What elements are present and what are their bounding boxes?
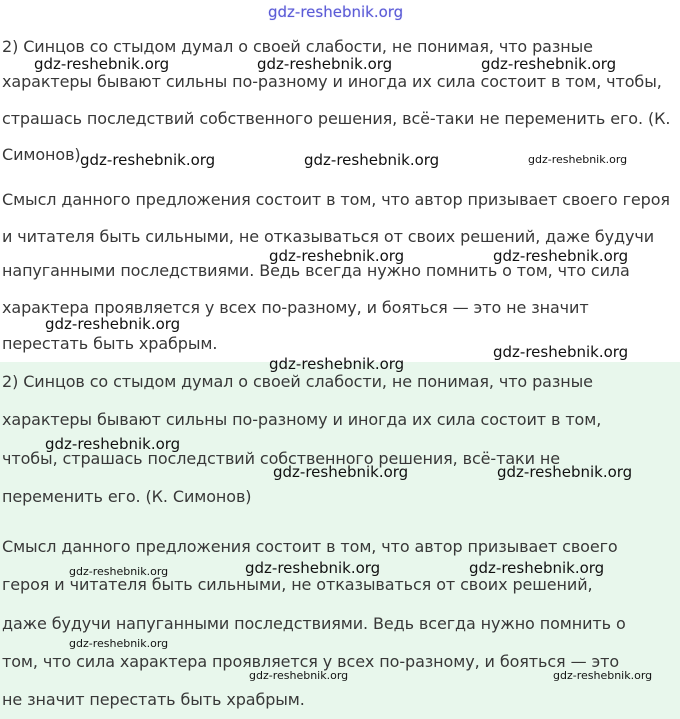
highlighted-paragraph-line: не значит перестать быть храбрым. <box>2 690 305 709</box>
highlighted-paragraph-line: том, что сила характера проявляется у всех по-разному, и бояться — это <box>2 652 620 671</box>
highlighted-paragraph-line: переменить его. (К. Симонов) <box>2 487 252 506</box>
watermark: gdz-reshebnik.org <box>469 559 605 577</box>
watermark: gdz-reshebnik.org <box>34 55 170 73</box>
watermark: gdz-reshebnik.org <box>493 343 629 361</box>
watermark: gdz-reshebnik.org <box>493 247 629 265</box>
watermark: gdz-reshebnik.org <box>269 247 405 265</box>
highlighted-paragraph-line: характеры бывают сильны по-разному и иногда их сила состоит в том, <box>2 410 602 429</box>
paragraph-line: и читателя быть сильными, не отказываться от своих решений, даже будучи <box>2 227 654 246</box>
paragraph-line: характеры бывают сильны по-разному и иногда их сила состоит в том, чтобы, <box>2 72 662 91</box>
watermark: gdz-reshebnik.org <box>45 435 181 453</box>
paragraph-line: страшась последствий собственного решения, всё-таки не переменить его. (К. <box>2 109 671 128</box>
paragraph-line: Смысл данного предложения состоит в том, что автор призывает своего героя <box>2 190 670 209</box>
highlighted-paragraph-line: чтобы, страшась последствий собственного решения, всё-таки не <box>2 449 560 468</box>
paragraph-line: Симонов) <box>2 145 81 164</box>
header-watermark: gdz-reshebnik.org <box>268 3 404 21</box>
watermark: gdz-reshebnik.org <box>528 153 628 166</box>
highlighted-paragraph-line: героя и читателя быть сильными, не отказываться от своих решений, <box>2 575 593 594</box>
highlighted-paragraph-line: Смысл данного предложения состоит в том, что автор призывает своего <box>2 537 618 556</box>
watermark: gdz-reshebnik.org <box>481 55 617 73</box>
highlighted-paragraph-line: даже будучи напуганными последствиями. Ведь всегда нужно помнить о <box>2 614 626 633</box>
watermark: gdz-reshebnik.org <box>269 355 405 373</box>
paragraph-line: перестать быть храбрым. <box>2 334 218 353</box>
watermark: gdz-reshebnik.org <box>69 637 169 650</box>
watermark: gdz-reshebnik.org <box>245 559 381 577</box>
paragraph-line: напуганными последствиями. Ведь всегда нужно помнить о том, что сила <box>2 261 630 280</box>
paragraph-line: 2) Синцов со стыдом думал о своей слабости, не понимая, что разные <box>2 37 593 56</box>
paragraph-line: характера проявляется у всех по-разному, и бояться — это не значит <box>2 298 589 317</box>
watermark: gdz-reshebnik.org <box>273 463 409 481</box>
watermark: gdz-reshebnik.org <box>497 463 633 481</box>
watermark: gdz-reshebnik.org <box>249 669 349 682</box>
watermark: gdz-reshebnik.org <box>69 565 169 578</box>
highlighted-paragraph-line: 2) Синцов со стыдом думал о своей слабости, не понимая, что разные <box>2 372 593 391</box>
watermark: gdz-reshebnik.org <box>304 151 440 169</box>
watermark: gdz-reshebnik.org <box>553 669 653 682</box>
watermark: gdz-reshebnik.org <box>257 55 393 73</box>
watermark: gdz-reshebnik.org <box>45 315 181 333</box>
watermark: gdz-reshebnik.org <box>80 151 216 169</box>
